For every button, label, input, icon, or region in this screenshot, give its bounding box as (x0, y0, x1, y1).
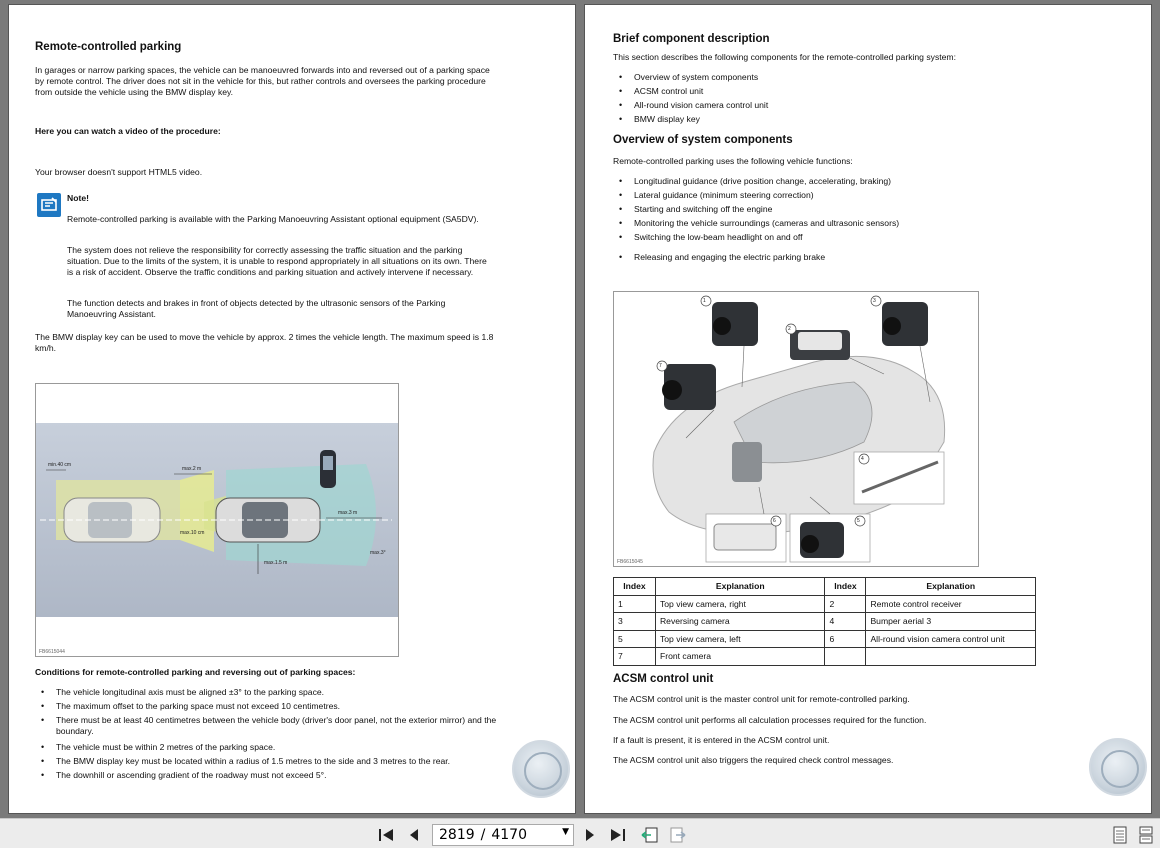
single-page-view-button[interactable] (1110, 825, 1130, 845)
brief-heading: Brief component description (613, 33, 770, 45)
intro-paragraph: In garages or narrow parking spaces, the vehicle can be manoeuvred forwards into and reversed out of a parking space by remote control. The driver does not sit in the vehicle for this, but rather controls and oversees the parking procedure from outside the vehicle using the BMW display key. (35, 65, 490, 97)
label-max3m: max.3 m (338, 510, 358, 516)
acsm-paragraph-3: If a fault is present, it is entered in the ACSM control unit. (613, 735, 830, 745)
acsm-paragraph-1: The ACSM control unit is the master control unit for remote-controlled parking. (613, 694, 910, 704)
list-item: • BMW display key (613, 112, 768, 126)
figure-code: FB6615045 (617, 559, 643, 565)
publisher-logo (512, 740, 570, 798)
table-cell: Reversing camera (655, 613, 825, 631)
table-header: Index (825, 578, 866, 596)
table-cell: All-round vision camera control unit (866, 630, 1036, 648)
list-item: • Releasing and engaging the electric parking brake (613, 250, 825, 264)
page-title: Remote-controlled parking (35, 41, 182, 53)
previous-page-button[interactable] (404, 825, 424, 845)
video-fallback-text: Your browser doesn't support HTML5 video. (35, 167, 203, 177)
conditions-list (35, 685, 503, 782)
callout-6: 6 (773, 518, 776, 524)
list-item: • ACSM control unit (613, 84, 768, 98)
callout-7: 7 (659, 363, 662, 369)
next-page-icon (583, 827, 597, 843)
first-page-icon (377, 827, 395, 843)
acsm-paragraph-4: The ACSM control unit also triggers the required check control messages. (613, 755, 894, 765)
publisher-logo (1089, 738, 1147, 796)
list-item: • Switching the low-beam headlight on and off (613, 230, 899, 244)
current-page-number: 2819 (439, 827, 475, 843)
table-cell (866, 648, 1036, 666)
list-item: • Lateral guidance (minimum steering correction) (613, 188, 899, 202)
right-page (584, 4, 1152, 814)
callout-4: 4 (861, 456, 864, 462)
first-page-button[interactable] (376, 825, 396, 845)
callout-2: 2 (788, 326, 791, 332)
brief-intro: This section describes the following components for the remote-controlled parking system: (613, 52, 956, 62)
label-max2m: max.2 m (182, 466, 202, 472)
label-max15m: max.1.5 m (264, 560, 288, 566)
page-number-selector[interactable] (432, 824, 574, 846)
list-item: • There must be at least 40 centimetres between the vehicle body (driver's door panel, not the exterior mirror) and the boundary. (35, 715, 503, 737)
acsm-paragraph-2: The ACSM control unit performs all calculation processes required for the function. (613, 715, 927, 725)
table-cell: Bumper aerial 3 (866, 613, 1036, 631)
forward-view-icon (668, 826, 688, 844)
single-page-icon (1113, 826, 1127, 844)
functions-list (613, 174, 899, 244)
callout-5: 5 (857, 518, 860, 524)
video-heading: Here you can watch a video of the procedure: (35, 126, 221, 136)
table-cell: 7 (614, 648, 656, 666)
table-cell: 3 (614, 613, 656, 631)
chevron-down-icon: ▼ (562, 827, 569, 837)
previous-page-icon (407, 827, 421, 843)
table-header-row (614, 578, 1036, 596)
table-header: Index (614, 578, 656, 596)
table-cell: Front camera (655, 648, 825, 666)
table-row (614, 595, 1036, 613)
continuous-view-button[interactable] (1136, 825, 1156, 845)
overview-heading: Overview of system components (613, 134, 793, 146)
list-item: • All-round vision camera control unit (613, 98, 768, 112)
last-page-icon (609, 827, 627, 843)
table-cell: 1 (614, 595, 656, 613)
table-cell: Remote control receiver (866, 595, 1036, 613)
label-max3deg: max.3° (370, 550, 386, 556)
table-cell: Top view camera, left (655, 630, 825, 648)
functions-list-last (613, 250, 825, 264)
note-paragraph-2: The system does not relieve the responsibility for correctly assessing the traffic situation and the parking situation. Due to the limits of the system, it is unable to respond appropriately in all situations on its own. There is a risk of accident. Observe the traffic conditions and parking situation and actively intervene if necessary. (67, 245, 487, 277)
note-title: Note! (67, 193, 89, 203)
label-max10cm: max.10 cm (180, 530, 205, 536)
last-page-button[interactable] (608, 825, 628, 845)
left-page (8, 4, 576, 814)
table-cell: 2 (825, 595, 866, 613)
table-row (614, 648, 1036, 666)
acsm-heading: ACSM control unit (613, 673, 714, 685)
list-item: • The vehicle longitudinal axis must be aligned ±3° to the parking space. (35, 685, 503, 699)
list-item: • Longitudinal guidance (drive position change, accelerating, braking) (613, 174, 899, 188)
note-paragraph-3: The function detects and brakes in front of objects detected by the ultrasonic sensors of the Parking Manoeuvring Assistant. (67, 298, 446, 319)
figure-code: FB6615044 (39, 649, 65, 655)
list-item: • The BMW display key must be located within a radius of 1.5 metres to the side and 3 metres to the rear. (35, 754, 503, 768)
list-item: • Monitoring the vehicle surroundings (cameras and ultrasonic sensors) (613, 216, 899, 230)
continuous-page-icon (1139, 826, 1153, 844)
table-cell: Top view camera, right (655, 595, 825, 613)
note-paragraph-1: Remote-controlled parking is available with the Parking Manoeuvring Assistant optional equipment (SA5DV). (67, 214, 479, 224)
table-cell: 4 (825, 613, 866, 631)
table-header: Explanation (655, 578, 825, 596)
next-page-button[interactable] (580, 825, 600, 845)
table-row (614, 613, 1036, 631)
conditions-heading: Conditions for remote-controlled parking and reversing out of parking spaces: (35, 667, 356, 677)
components-figure (613, 291, 979, 567)
callout-1: 1 (703, 298, 706, 304)
components-list (613, 70, 768, 126)
explanation-table (613, 577, 1036, 666)
overview-intro: Remote-controlled parking uses the following vehicle functions: (613, 156, 853, 166)
label-min40: min.40 cm (48, 462, 72, 468)
page-separator: / (480, 827, 486, 843)
note-icon (37, 193, 61, 217)
back-view-icon (640, 826, 660, 844)
bottom-toolbar (0, 818, 1160, 848)
list-item: • The vehicle must be within 2 metres of the parking space. (35, 740, 503, 754)
list-item: • The maximum offset to the parking space must not exceed 10 centimetres. (35, 699, 503, 713)
total-pages: 4170 (491, 827, 527, 843)
callout-3: 3 (873, 298, 876, 304)
parking-diagram-figure (35, 383, 399, 657)
back-history-button[interactable] (640, 825, 660, 845)
list-item: • The downhill or ascending gradient of the roadway must not exceed 5°. (35, 768, 503, 782)
table-row (614, 630, 1036, 648)
table-cell: 5 (614, 630, 656, 648)
forward-history-button[interactable] (668, 825, 688, 845)
table-header: Explanation (866, 578, 1036, 596)
table-cell: 6 (825, 630, 866, 648)
distance-paragraph: The BMW display key can be used to move the vehicle by approx. 2 times the vehicle length. The maximum speed is 1.8 km/h. (35, 332, 494, 353)
list-item: • Overview of system components (613, 70, 768, 84)
list-item: • Starting and switching off the engine (613, 202, 899, 216)
table-cell (825, 648, 866, 666)
